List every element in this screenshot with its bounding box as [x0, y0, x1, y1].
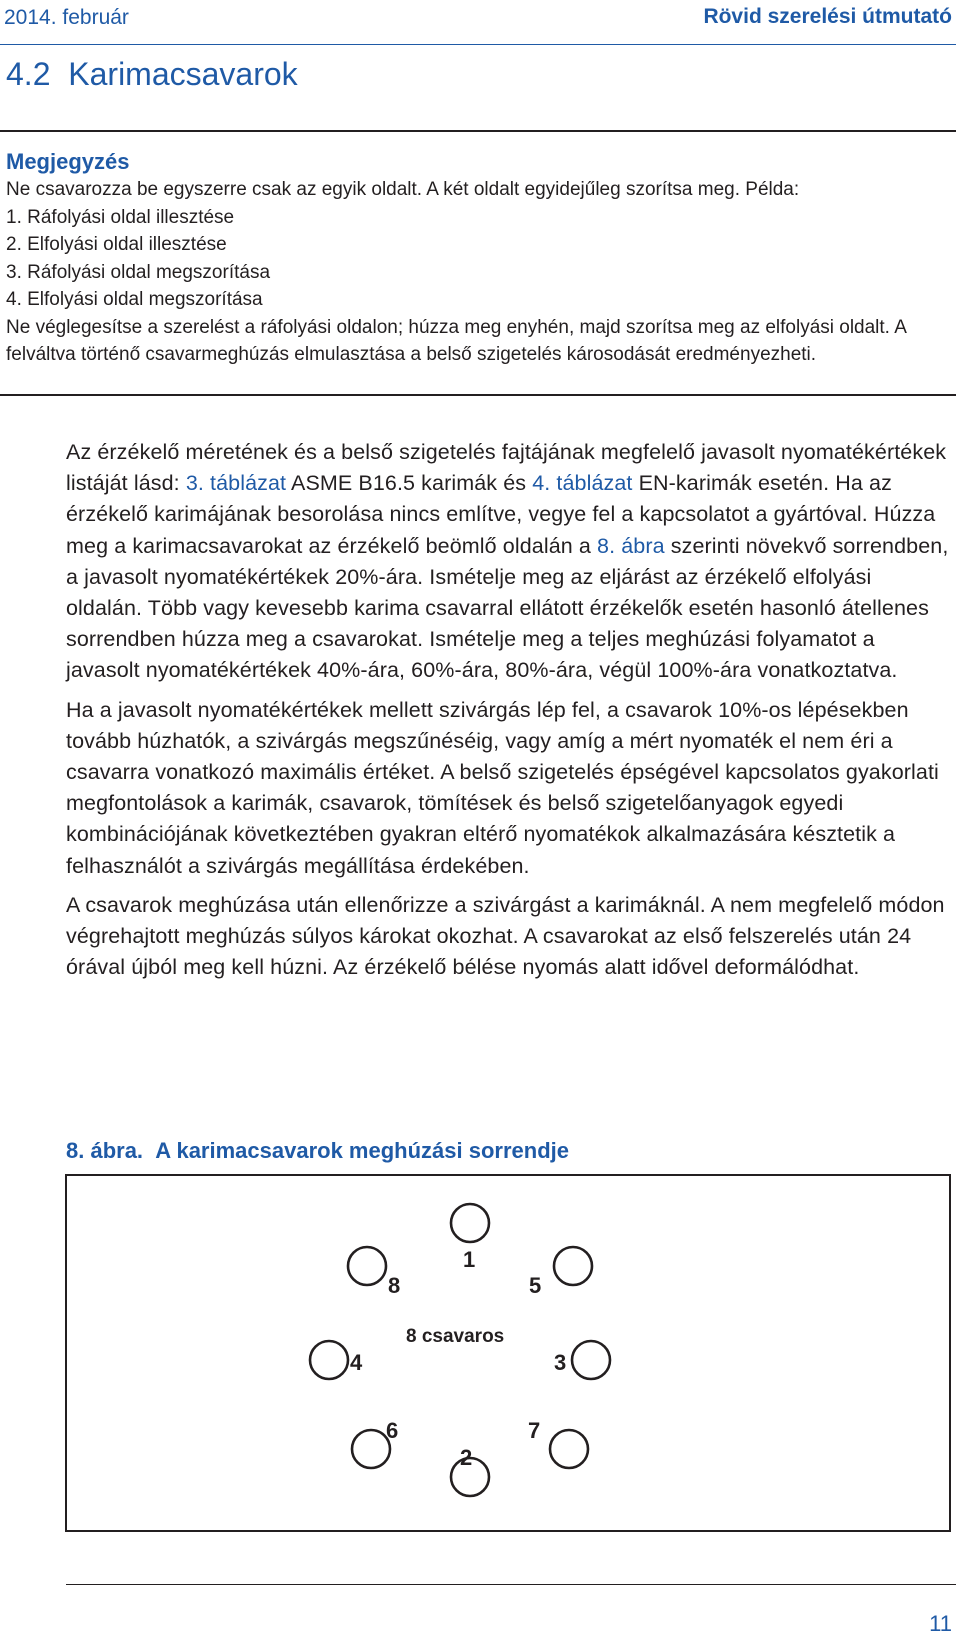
paragraph-check: A csavarok meghúzása után ellenőrizze a szivárgást a karimáknál. A nem megfelelő módon végrehajtott meghúzás súlyos károkat okozhat. A csavarokat az első felszerelés után 24 órával újból meg kell húzni. Az érzékelő bélése nyomás alatt idővel deformálódhat.	[66, 892, 945, 980]
note-heading: Megjegyzés	[6, 149, 130, 174]
footer-rule	[66, 1584, 956, 1585]
header-date: 2014. február	[4, 6, 129, 29]
paragraph-leak: Ha a javasolt nyomatékértékek mellett szivárgás lép fel, a csavarok 10%-os lépésekben tovább húzhatók, a szivárgás megszűnéséig, vagy amíg a mért nyomaték el nem éri a csavarra vonatkozó maximális értéket. A belső szigetelés épségével kapcsolatos gyakorlati megfontolások a karimák, csavarok, tömítések és belső szigetelőanyagok egyedi kombinációjának következtében gyakran eltérő nyomatékok alkalmazására késztetik a felhasználót a szivárgás megállítása érdekében.	[66, 697, 939, 878]
link-table-3[interactable]: 3. táblázat	[185, 471, 287, 496]
bolt-hole-7	[550, 1430, 588, 1468]
figure-title: A karimacsavarok meghúzási sorrendje	[155, 1138, 569, 1163]
bolt-hole-6	[352, 1430, 390, 1468]
bolt-label-1: 1	[463, 1247, 476, 1272]
text-run: szerinti növekvő sorrendben, a javasolt nyomatékértékek 20%-ára. Ismételje meg az eljárást az érzékelő elfolyási oldalán. Több vagy kevesebb karima csavarral ellátott érzékelők esetén hasonló átellenes sorrendben húzza meg a csavarokat. Ismételje meg a teljes meghúzási folyamatot a javasolt nyomatékértékek 40%-ára, 60%-ára, 80%-ára, végül 100%-ára vonatkoztatva.	[66, 533, 949, 683]
bolt-hole-4	[310, 1341, 348, 1379]
text-run: Az érzékelő méretének és a belső szigetelés fajtájának megfelelő javasolt nyomatékértékek listáját lásd:	[66, 440, 947, 496]
bolt-hole-1	[451, 1204, 489, 1242]
note-step: 3. Ráfolyási oldal megszorítása	[6, 261, 271, 283]
note-step: 2. Elfolyási oldal illesztése	[6, 234, 227, 255]
bolt-label-7: 7	[528, 1418, 541, 1443]
note-conclusion: Ne véglegesítse a szerelést a ráfolyási oldalon; húzza meg enyhén, majd szorítsa meg az elfolyási oldalt. A felváltva történő csavarmeghúzás elmulasztása a belső szigetelés károsodását eredményezheti.	[6, 316, 906, 365]
page-header	[0, 0, 960, 46]
note-intro: Ne csavarozza be egyszerre csak az egyik oldalt. A két oldalt egyidejűleg szorítsa meg. Példa:	[6, 179, 800, 200]
bolt-diagram	[65, 1174, 951, 1532]
bolt-hole-8	[348, 1247, 386, 1285]
figure-number: 8. ábra.	[66, 1138, 144, 1163]
note-step: 4. Elfolyási oldal megszorítása	[6, 289, 263, 310]
bolt-pattern-svg	[67, 1176, 949, 1530]
bolt-hole-5	[554, 1247, 592, 1285]
link-figure-8[interactable]: 8. ábra	[597, 533, 665, 558]
section-title	[6, 56, 298, 93]
bolt-label-6: 6	[386, 1418, 399, 1443]
note-bottom-rule	[0, 394, 956, 396]
link-table-4[interactable]: 4. táblázat	[532, 471, 633, 496]
paragraph-torque	[66, 437, 951, 687]
section-number: 4.2	[6, 56, 51, 92]
bolt-hole-3	[572, 1341, 610, 1379]
body-text	[66, 437, 951, 991]
bolt-label-3: 3	[554, 1350, 567, 1375]
bolt-label-4: 4	[350, 1350, 363, 1375]
bolt-label-2: 2	[460, 1445, 473, 1470]
text-run: EN-karimák esetén. Ha az érzékelő karimájának besorolása nincs említve, vegye fel a kapcsolatot a gyártóval. Húzza meg a karimacsavarokat az érzékelő beömlő oldalán a	[66, 471, 936, 558]
bolt-label-5: 5	[529, 1273, 542, 1298]
note-block	[6, 148, 951, 369]
section-name: Karimacsavarok	[68, 56, 298, 92]
figure-caption	[66, 1138, 569, 1164]
note-top-rule	[0, 130, 956, 132]
header-rule	[0, 44, 956, 45]
bolt-count-label: 8 csavaros	[406, 1326, 505, 1347]
bolt-label-8: 8	[388, 1273, 401, 1298]
page-number: 11	[929, 1611, 952, 1636]
text-run: ASME B16.5 karimák és	[286, 471, 533, 496]
note-step: 1. Ráfolyási oldal illesztése	[6, 206, 235, 228]
header-title: Rövid szerelési útmutató	[703, 5, 952, 28]
